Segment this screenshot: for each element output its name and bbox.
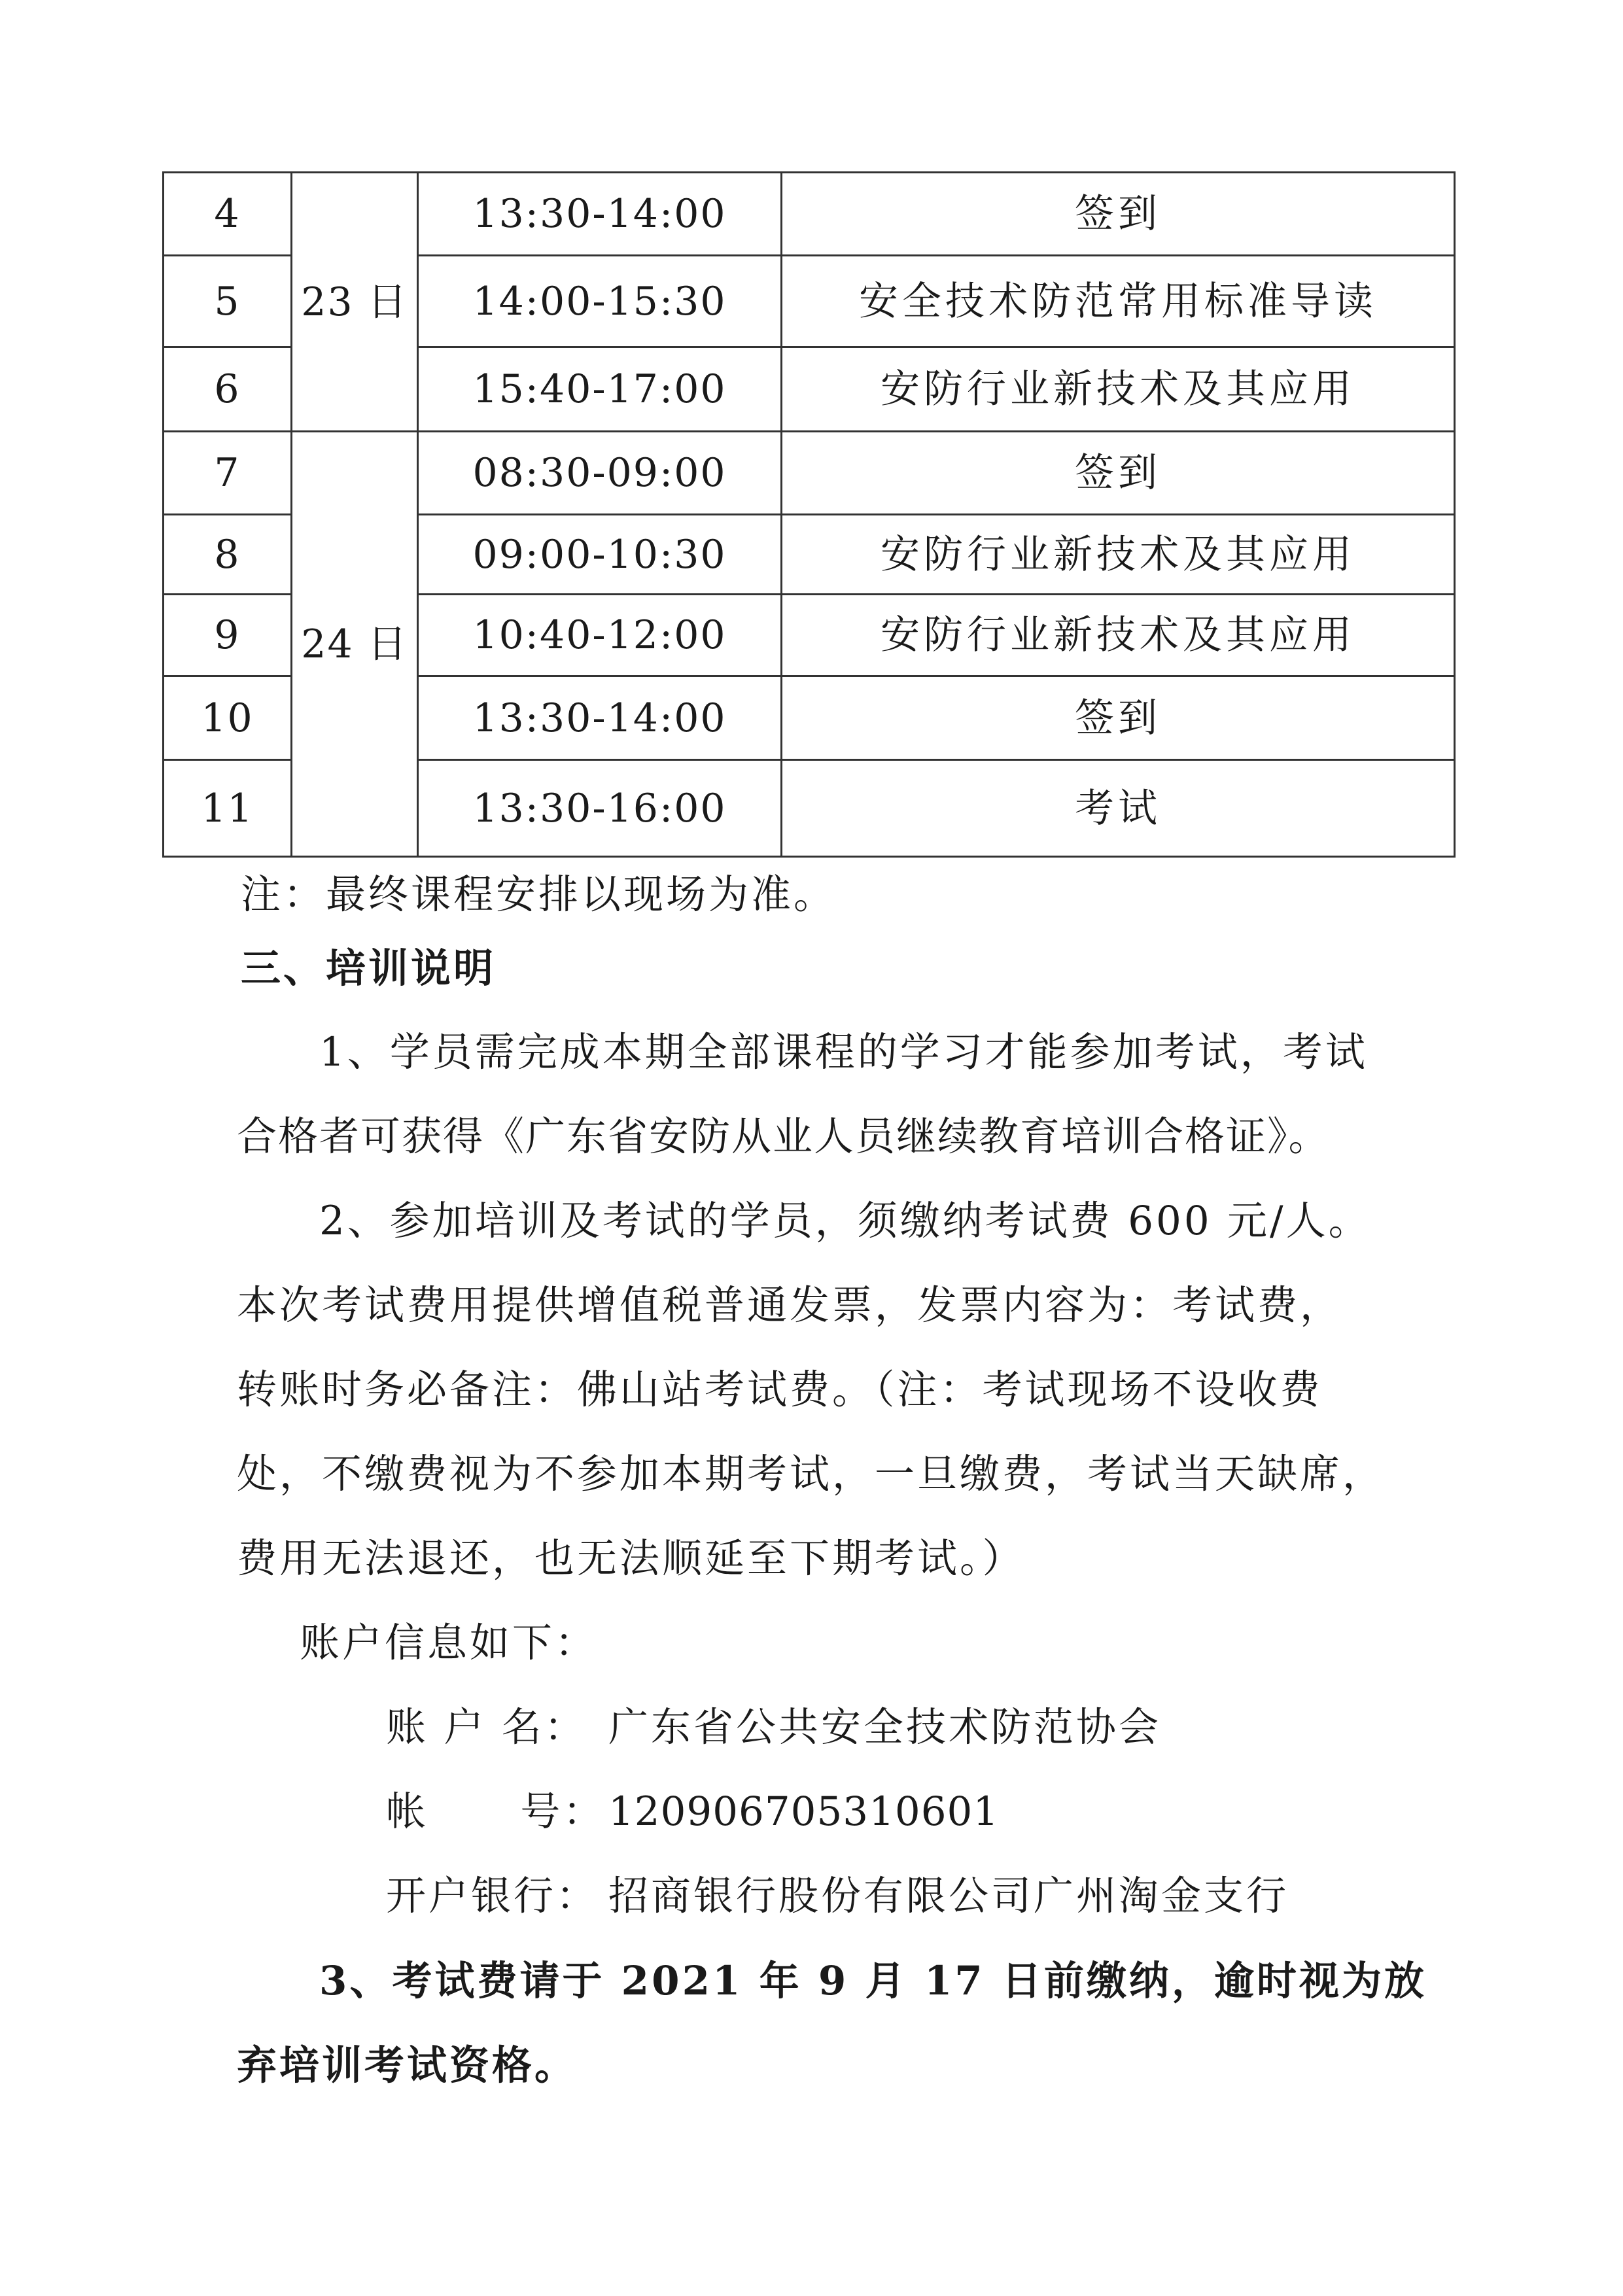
row-number: 6 [164,347,292,432]
account-intro: 账户信息如下： [300,1620,598,1666]
time-cell: 15:40-17:00 [418,347,782,432]
schedule-note: 注：最终课程安排以现场为准。 [241,871,837,918]
row-number: 7 [164,432,292,515]
section-title: 三、培训说明 [241,945,497,992]
topic-cell: 签到 [782,676,1455,760]
time-cell: 08:30-09:00 [418,432,782,515]
time-cell: 10:40-12:00 [418,595,782,676]
topic-cell: 安防行业新技术及其应用 [782,595,1455,676]
para2-line1: 2、参加培训及考试的学员，须缴纳考试费 600 元/人。 [319,1198,1371,1244]
row-number: 4 [164,173,292,256]
row-number: 11 [164,760,292,857]
account-number-value: 120906705310601 [608,1788,1000,1835]
para3-line1: 3、考试费请于 2021 年 9 月 17 日前缴纳，逾时视为放 [319,1958,1427,2004]
account-bank-value: 招商银行股份有限公司广州淘金支行 [608,1873,1289,1919]
topic-cell: 签到 [782,173,1455,256]
day-cell: 24 日 [292,432,418,857]
account-number-label: 帐 号： [386,1788,606,1835]
para3-line2: 弃培训考试资格。 [237,2042,578,2089]
para2-line5: 费用无法退还，也无法顺延至下期考试。） [237,1535,1025,1582]
para1-line2: 合格者可获得《广东省安防从业人员继续教育培训合格证》。 [237,1113,1330,1160]
topic-cell: 安防行业新技术及其应用 [782,515,1455,595]
para1-line1: 1、学员需完成本期全部课程的学习才能参加考试，考试 [319,1029,1368,1075]
time-cell: 13:30-14:00 [418,676,782,760]
time-cell: 14:00-15:30 [418,256,782,347]
row-number: 10 [164,676,292,760]
table-row [164,173,1455,256]
topic-cell: 安防行业新技术及其应用 [782,347,1455,432]
time-cell: 13:30-16:00 [418,760,782,857]
account-name-label: 账 户 名： [386,1704,587,1750]
topic-cell: 签到 [782,432,1455,515]
row-number: 5 [164,256,292,347]
row-number: 9 [164,595,292,676]
time-cell: 09:00-10:30 [418,515,782,595]
time-cell: 13:30-14:00 [418,173,782,256]
row-number: 8 [164,515,292,595]
topic-cell: 考试 [782,760,1455,857]
account-name-value: 广东省公共安全技术防范协会 [608,1704,1162,1750]
schedule-table [162,171,1456,858]
topic-cell: 安全技术防范常用标准导读 [782,256,1455,347]
day-cell: 23 日 [292,173,418,432]
para2-line3: 转账时务必备注：佛山站考试费。（注：考试现场不设收费 [237,1366,1323,1413]
table-row [164,432,1455,515]
account-bank-label: 开户银行： [386,1873,599,1919]
para2-line4: 处，不缴费视为不参加本期考试，一旦缴费，考试当天缺席， [237,1451,1386,1497]
para2-line2: 本次考试费用提供增值税普通发票，发票内容为：考试费， [237,1282,1343,1329]
